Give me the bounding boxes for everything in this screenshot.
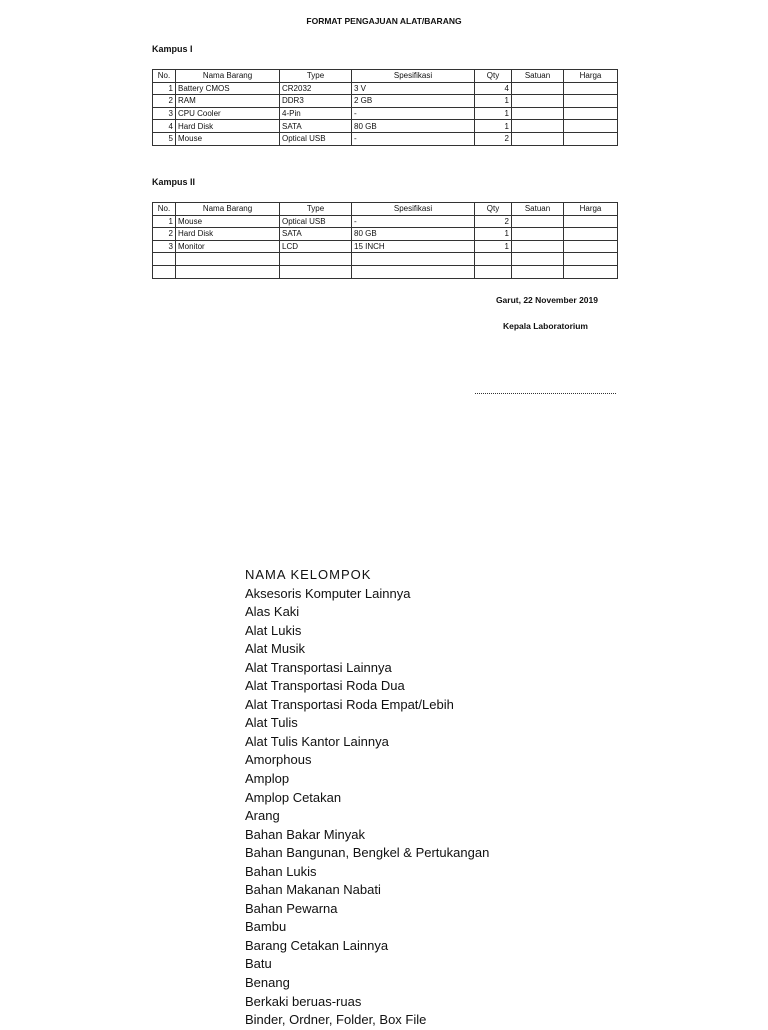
cell-no: 4: [153, 120, 176, 133]
campus-1-label: Kampus I: [152, 44, 193, 54]
cell-unit: [512, 228, 564, 241]
list-item: Bahan Bangunan, Bengkel & Pertukangan: [245, 845, 490, 861]
column-header: No.: [153, 203, 176, 216]
cell-no: 1: [153, 82, 176, 95]
table-row: [153, 253, 618, 266]
cell-type: [280, 253, 352, 266]
signature-line: [475, 393, 616, 394]
column-header: Nama Barang: [176, 70, 280, 83]
cell-type: [280, 265, 352, 278]
cell-spec: 80 GB: [352, 120, 475, 133]
column-header: Satuan: [512, 203, 564, 216]
list-item: Benang: [245, 975, 290, 991]
cell-spec: -: [352, 132, 475, 145]
list-item: Binder, Ordner, Folder, Box File: [245, 1012, 427, 1028]
cell-qty: [475, 265, 512, 278]
column-header: No.: [153, 70, 176, 83]
cell-unit: [512, 82, 564, 95]
cell-type: SATA: [280, 228, 352, 241]
cell-qty: 4: [475, 82, 512, 95]
list-item: Alat Transportasi Roda Empat/Lebih: [245, 696, 454, 712]
list-item: Bahan Makanan Nabati: [245, 882, 381, 898]
cell-spec: -: [352, 107, 475, 120]
campus-1-table: [152, 69, 618, 146]
cell-unit: [512, 95, 564, 108]
table-row: [153, 215, 618, 228]
column-header: Harga: [564, 203, 618, 216]
cell-unit: [512, 265, 564, 278]
cell-qty: 1: [475, 120, 512, 133]
cell-type: Optical USB: [280, 132, 352, 145]
cell-name: Hard Disk: [176, 120, 280, 133]
list-item: Arang: [245, 808, 280, 824]
column-header: Spesifikasi: [352, 70, 475, 83]
table-row: [153, 82, 618, 95]
cell-no: 1: [153, 215, 176, 228]
cell-type: CR2032: [280, 82, 352, 95]
cell-unit: [512, 240, 564, 253]
group-list-heading: NAMA KELOMPOK: [245, 567, 372, 582]
list-item: Bahan Lukis: [245, 863, 317, 879]
table-row: [153, 228, 618, 241]
list-item: Barang Cetakan Lainnya: [245, 937, 389, 953]
cell-unit: [512, 132, 564, 145]
list-item: Amplop: [245, 771, 290, 787]
cell-type: LCD: [280, 240, 352, 253]
list-item: Aksesoris Komputer Lainnya: [245, 585, 411, 601]
list-item: Bambu: [245, 919, 287, 935]
column-header: Satuan: [512, 70, 564, 83]
table-row: [153, 107, 618, 120]
cell-unit: [512, 107, 564, 120]
signature-place-date: Garut, 22 November 2019: [495, 295, 598, 305]
list-item: Amplop Cetakan: [245, 789, 342, 805]
cell-price: [564, 228, 618, 241]
column-header: Qty: [475, 203, 512, 216]
list-item: Bahan Pewarna: [245, 900, 338, 916]
cell-unit: [512, 120, 564, 133]
cell-no: 5: [153, 132, 176, 145]
cell-name: Hard Disk: [176, 228, 280, 241]
column-header: Nama Barang: [176, 203, 280, 216]
cell-qty: [475, 253, 512, 266]
cell-no: [153, 253, 176, 266]
cell-price: [564, 240, 618, 253]
list-item: Alat Transportasi Roda Dua: [245, 678, 405, 694]
cell-price: [564, 253, 618, 266]
list-item: Berkaki beruas-ruas: [245, 993, 362, 1009]
cell-name: [176, 265, 280, 278]
cell-no: 2: [153, 95, 176, 108]
column-header: Qty: [475, 70, 512, 83]
cell-name: Mouse: [176, 132, 280, 145]
group-list-items: [245, 585, 645, 1030]
cell-spec: [352, 253, 475, 266]
cell-spec: -: [352, 215, 475, 228]
cell-name: RAM: [176, 95, 280, 108]
cell-price: [564, 215, 618, 228]
cell-spec: 80 GB: [352, 228, 475, 241]
column-header: Type: [280, 70, 352, 83]
group-list: [245, 566, 645, 1030]
cell-qty: 2: [475, 132, 512, 145]
cell-qty: 1: [475, 107, 512, 120]
page-title: FORMAT PENGAJUAN ALAT/BARANG: [306, 16, 462, 26]
cell-no: [153, 265, 176, 278]
cell-no: 2: [153, 228, 176, 241]
cell-price: [564, 265, 618, 278]
cell-unit: [512, 253, 564, 266]
cell-spec: 2 GB: [352, 95, 475, 108]
list-item: Alat Lukis: [245, 622, 302, 638]
list-item: Alat Musik: [245, 641, 305, 657]
table-row: [153, 240, 618, 253]
cell-price: [564, 82, 618, 95]
cell-unit: [512, 215, 564, 228]
cell-price: [564, 132, 618, 145]
cell-no: 3: [153, 107, 176, 120]
cell-spec: [352, 265, 475, 278]
cell-qty: 2: [475, 215, 512, 228]
list-item: Alat Tulis: [245, 715, 298, 731]
cell-no: 3: [153, 240, 176, 253]
list-item: Amorphous: [245, 752, 312, 768]
cell-name: CPU Cooler: [176, 107, 280, 120]
cell-name: Monitor: [176, 240, 280, 253]
list-item: Alat Transportasi Lainnya: [245, 659, 392, 675]
table-header-row: [153, 70, 618, 83]
column-header: Spesifikasi: [352, 203, 475, 216]
cell-name: Mouse: [176, 215, 280, 228]
campus-2-table: [152, 202, 618, 279]
table-header-row: [153, 203, 618, 216]
cell-type: 4-Pin: [280, 107, 352, 120]
cell-type: SATA: [280, 120, 352, 133]
cell-name: Battery CMOS: [176, 82, 280, 95]
cell-price: [564, 120, 618, 133]
list-item: Alas Kaki: [245, 604, 300, 620]
table-row: [153, 132, 618, 145]
table-row: [153, 120, 618, 133]
column-header: Type: [280, 203, 352, 216]
cell-spec: 3 V: [352, 82, 475, 95]
column-header: Harga: [564, 70, 618, 83]
cell-qty: 1: [475, 95, 512, 108]
table-row: [153, 95, 618, 108]
signature-role: Kepala Laboratorium: [502, 321, 588, 331]
cell-spec: 15 INCH: [352, 240, 475, 253]
cell-name: [176, 253, 280, 266]
list-item: Alat Tulis Kantor Lainnya: [245, 733, 389, 749]
list-item: Bahan Bakar Minyak: [245, 826, 365, 842]
cell-type: Optical USB: [280, 215, 352, 228]
campus-2-label: Kampus II: [152, 177, 196, 187]
cell-type: DDR3: [280, 95, 352, 108]
cell-qty: 1: [475, 240, 512, 253]
cell-price: [564, 107, 618, 120]
list-item: Batu: [245, 956, 272, 972]
cell-price: [564, 95, 618, 108]
table-row: [153, 265, 618, 278]
cell-qty: 1: [475, 228, 512, 241]
